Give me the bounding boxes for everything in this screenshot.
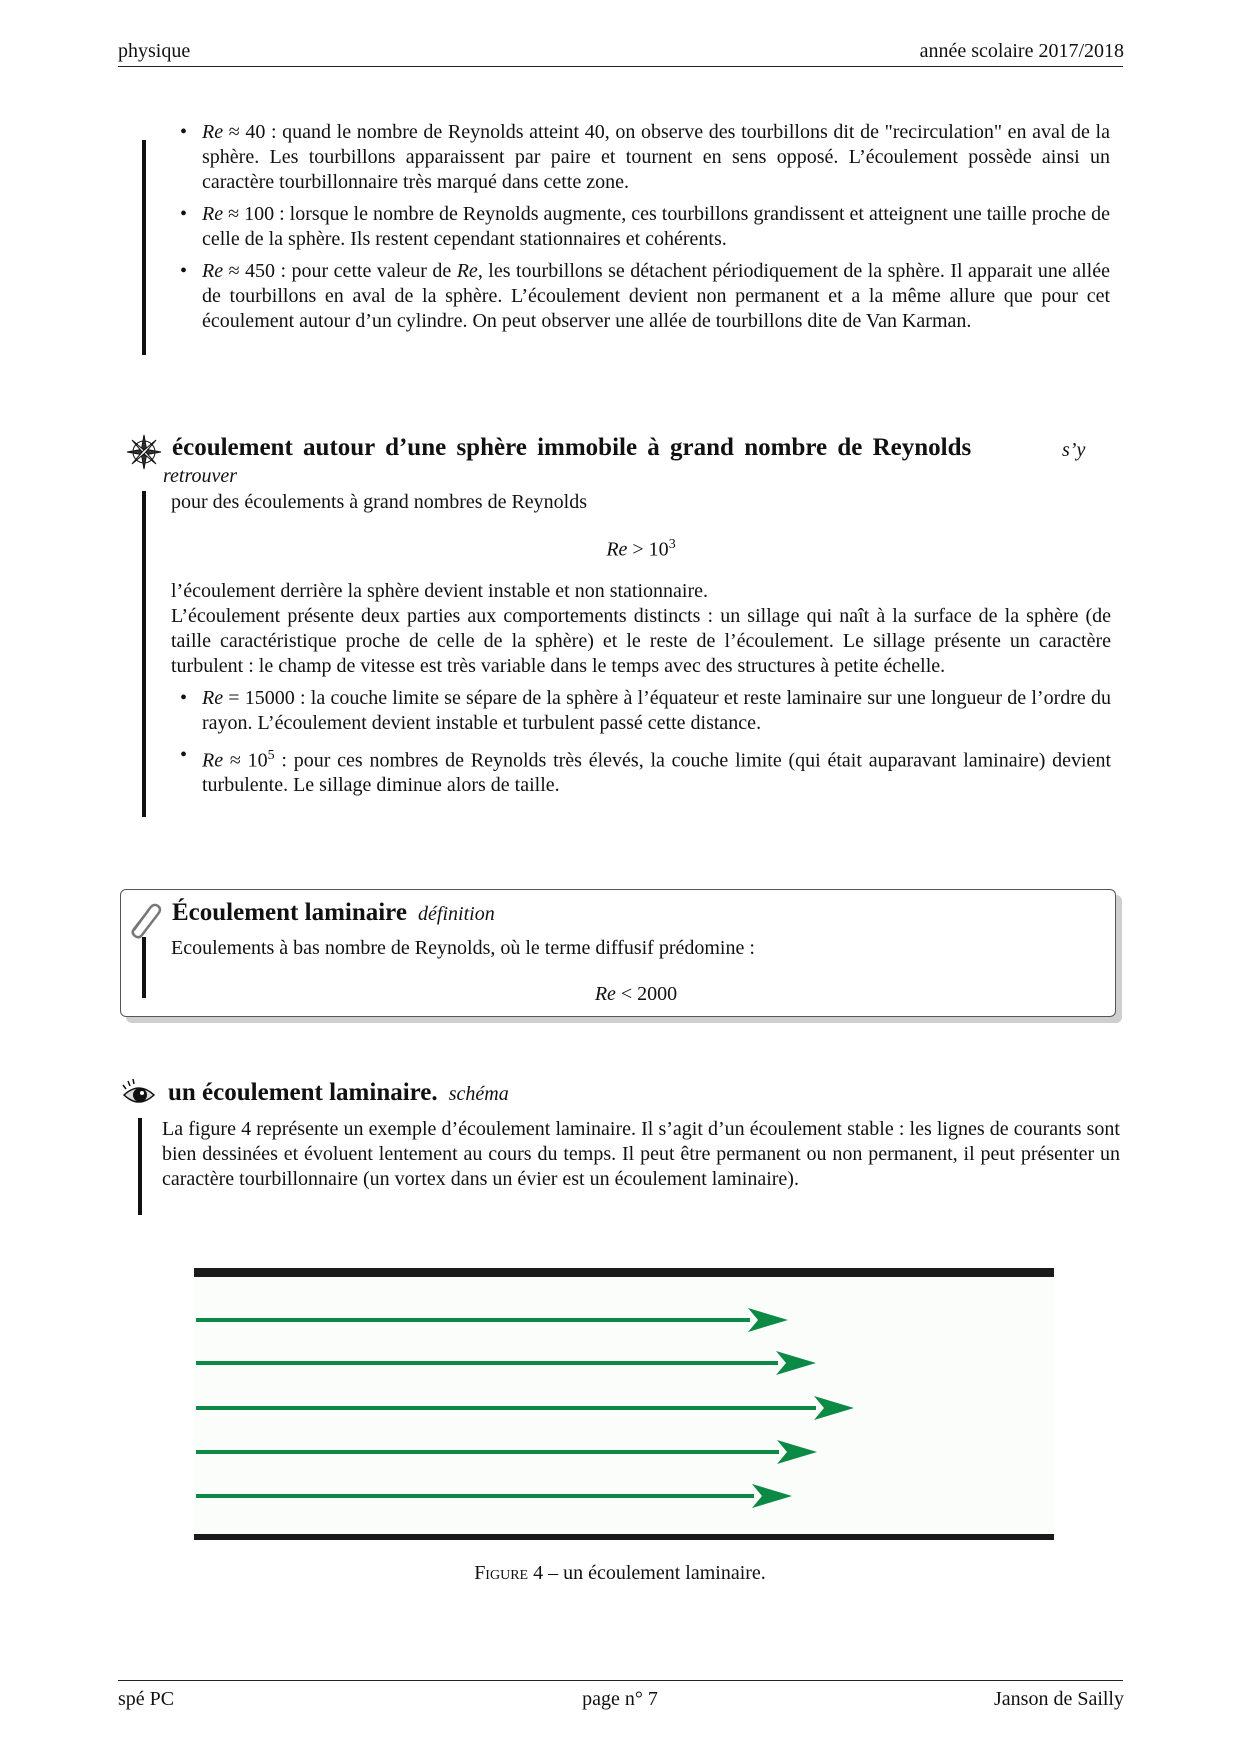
section-heading	[172, 434, 1112, 462]
list-item	[180, 259, 1110, 334]
item-text: : pour ces nombres de Reynolds très élevés, la couche limite (qui était auparavant laminaire) devient turbulente. Le sillage diminue alors de taille.	[202, 749, 1112, 797]
laminar-flow-figure	[194, 1268, 1054, 1540]
figure-background	[194, 1268, 1054, 1540]
item-text: : lorsque le nombre de Reynolds augmente, ces tourbillons grandissent et atteignent une taille proche de celle de la sphère. Ils restent cependant stationnaires et cohérents.	[202, 203, 1110, 250]
footer-left: spé PC	[118, 1688, 175, 1710]
margin-bar	[142, 937, 146, 998]
footer-rule	[118, 1680, 1123, 1681]
compass-rose-icon	[126, 434, 162, 470]
section-intro: pour des écoulements à grand nombres de Reynolds	[171, 491, 588, 513]
figure-label: Figure 4	[474, 1562, 544, 1584]
bullet-icon: •	[180, 203, 188, 225]
paragraph: L’écoulement présente deux parties aux comportements distincts : un sillage qui naît à la surface de la sphère (de taille caractéristique proche de celle de la sphère) et le reste de l’écoulement. Le sillage présente un caractère turbulent : le champ de vitesse est très variable dans le temps avec des structures à petite échelle.	[171, 604, 1111, 677]
figure-caption-text: – un écoulement laminaire.	[543, 1562, 766, 1584]
header-right: année scolaire 2017/2018	[919, 40, 1124, 62]
bullet-icon: •	[180, 743, 188, 766]
section-body	[171, 490, 1111, 805]
item-text: : pour cette valeur de	[275, 260, 457, 282]
math-symbol: Re	[606, 538, 628, 561]
flow-diagram	[194, 1268, 1054, 1540]
margin-bar	[142, 491, 146, 817]
bullet-icon: •	[180, 121, 188, 143]
math-symbol: Re	[202, 121, 224, 143]
math-relation: > 10	[627, 538, 669, 561]
footer-center: page n° 7	[582, 1688, 658, 1710]
math-relation: ≈ 100	[223, 203, 275, 225]
list-item	[180, 686, 1112, 736]
math-relation: = 15000	[223, 686, 295, 709]
section-tag-part: retrouver	[163, 465, 238, 487]
list-item	[180, 120, 1110, 195]
math-relation: ≈ 40	[223, 121, 266, 143]
math-symbol: Re	[594, 983, 616, 1005]
section2-text: La figure 4 représente un exemple d’écoulement laminaire. Il s’agit d’un écoulement stable : les lignes de courants sont bien dessinées et évoluent lentement au cours du temps. Il peut être permanent ou non permanent, il peut présenter un caractère tourbillonnaire (un vortex dans un évier est un écoulement laminaire).	[162, 1118, 1120, 1190]
math-symbol: Re	[202, 749, 224, 772]
figure-caption	[0, 1562, 1240, 1585]
top-wall	[194, 1268, 1054, 1277]
math-relation: < 2000	[615, 983, 678, 1005]
bullet-icon: •	[180, 686, 188, 709]
section2-tag: schéma	[448, 1083, 509, 1105]
item-text: , les tourbillons se détachent périodiquement de la sphère. Il apparait une allée de tourbillons en aval de la sphère. L’écoulement devient non permanent et a la même allure que pour cet écoulement autour d’un cylindre. On peut observer une allée de tourbillons dite de Van Karman.	[202, 260, 1110, 332]
math-relation: ≈ 10	[223, 749, 268, 772]
item-text: : quand le nombre de Reynolds atteint 40, on observe des tourbillons dit de "recirculation" en aval de la sphère. Les tourbillons apparaissent par paire et tournent en sens opposé. L’écoulement possède ainsi un caractère tourbillonnaire très marqué dans cette zone.	[202, 121, 1110, 193]
section2-heading	[168, 1079, 509, 1107]
header-rule	[118, 66, 1123, 67]
equation	[171, 532, 1111, 563]
definition-text: Ecoulements à bas nombre de Reynolds, où le terme diffusif prédomine :	[171, 937, 755, 959]
footer-right: Janson de Sailly	[994, 1688, 1124, 1710]
math-symbol: Re	[202, 686, 224, 709]
list-item	[180, 202, 1110, 252]
bullet-icon: •	[180, 260, 188, 282]
math-relation: ≈ 450	[223, 260, 276, 282]
math-symbol: Re	[456, 260, 478, 282]
definition-heading	[172, 899, 495, 927]
list-item	[180, 743, 1112, 799]
reynolds-low-list	[180, 120, 1110, 341]
definition-tag: définition	[418, 903, 495, 925]
margin-bar	[138, 1118, 142, 1215]
section2-title: un écoulement laminaire.	[168, 1079, 438, 1106]
definition-title: Écoulement laminaire	[172, 899, 407, 926]
paperclip-icon	[124, 900, 164, 940]
definition-equation	[171, 982, 1101, 1007]
section-title: écoulement autour d’une sphère immobile à grand nombre de Reynolds	[172, 434, 972, 461]
bottom-wall	[194, 1534, 1054, 1540]
eye-icon	[122, 1078, 156, 1112]
math-symbol: Re	[202, 260, 224, 282]
math-symbol: Re	[202, 203, 224, 225]
margin-bar	[142, 140, 146, 355]
header-left: physique	[118, 40, 191, 62]
item-text: : la couche limite se sépare de la sphère à l’équateur et reste laminaire sur une longueur de l’ordre du rayon. L’écoulement devient instable et turbulent passé cette distance.	[202, 686, 1112, 734]
section-tag-part: s’y	[1062, 439, 1086, 461]
math-exponent: 3	[668, 537, 676, 552]
paragraph: l’écoulement derrière la sphère devient instable et non stationnaire.	[171, 579, 709, 602]
math-exponent: 5	[267, 747, 275, 763]
